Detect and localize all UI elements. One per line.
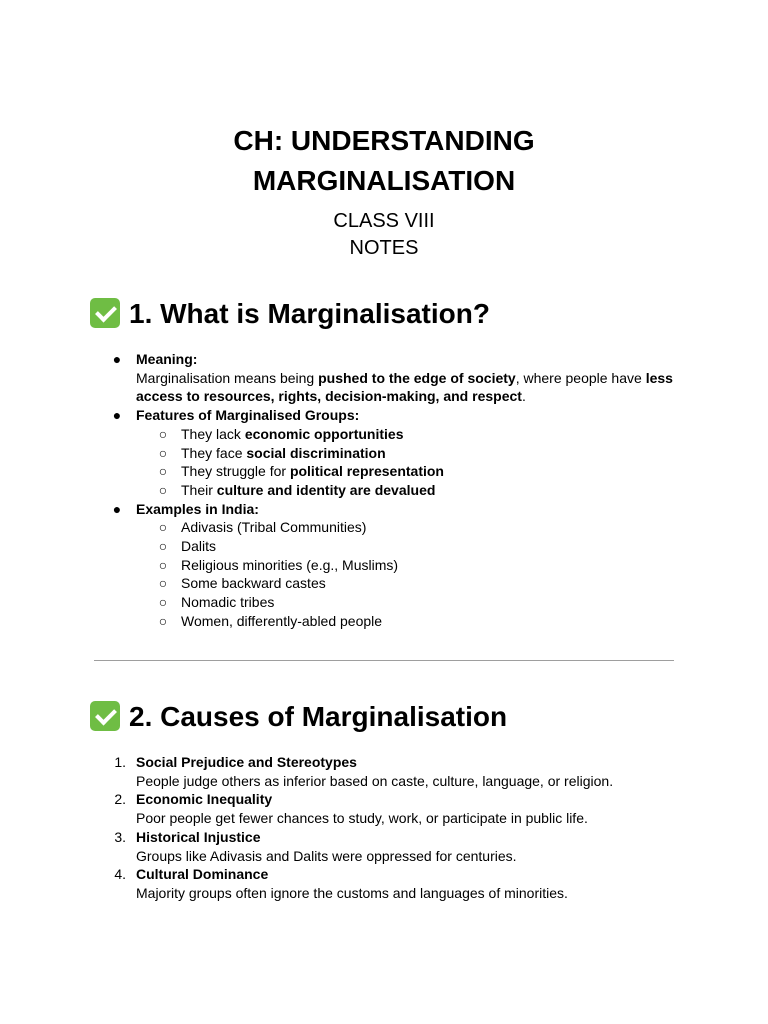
meaning-label: Meaning: xyxy=(136,351,198,367)
feature-item xyxy=(0,425,768,444)
causes-list xyxy=(0,753,768,903)
hollow-bullet-icon: ○ xyxy=(158,481,168,498)
feature-text: Their xyxy=(181,481,217,498)
meaning-text-1: Marginalisation means being xyxy=(136,369,319,386)
hollow-bullet-icon: ○ xyxy=(158,444,168,461)
feature-text: They struggle for xyxy=(181,463,290,480)
cause-description: People judge others as inferior based on caste, culture, language, or religion. xyxy=(136,772,614,789)
meaning-text-3: . xyxy=(521,388,526,405)
cause-description: Groups like Adivasis and Dalits were oppressed for centuries. xyxy=(136,847,517,864)
cause-title: Social Prejudice and Stereotypes xyxy=(136,754,357,770)
feature-bold: social discrimination xyxy=(246,444,386,461)
document-title xyxy=(0,121,768,201)
meaning-bold-1: pushed to the edge of society xyxy=(318,369,516,386)
cause-number: 1. xyxy=(114,754,126,770)
feature-bold: economic opportunities xyxy=(244,425,404,442)
hollow-bullet-icon: ○ xyxy=(158,575,168,592)
cause-description: Majority groups often ignore the customs and languages of minorities. xyxy=(136,884,568,901)
feature-text: They lack xyxy=(181,425,245,442)
section-1-list xyxy=(0,350,768,631)
example-text: Some backward castes xyxy=(181,575,326,592)
features-label: Features of Marginalised Groups: xyxy=(136,407,360,424)
example-item xyxy=(0,556,768,575)
feature-item xyxy=(0,481,768,500)
meaning-bold-2: less access to resources, rights, decision-making, and respect xyxy=(136,369,673,405)
section-2-heading xyxy=(90,699,507,735)
example-item xyxy=(0,518,768,537)
section-2-heading-text: 2. Causes of Marginalisation xyxy=(129,701,508,732)
list-item-meaning xyxy=(0,350,768,406)
cause-number: 3. xyxy=(114,828,126,845)
cause-number: 2. xyxy=(114,791,126,808)
bullet-icon: ● xyxy=(112,407,122,424)
feature-bold: political representation xyxy=(289,463,444,480)
example-item xyxy=(0,593,768,612)
cause-description: Poor people get fewer chances to study, work, or participate in public life. xyxy=(136,810,588,827)
cause-item xyxy=(0,828,768,865)
check-mark-icon xyxy=(90,701,120,731)
subtitle-line-2: NOTES xyxy=(349,237,419,259)
section-1-heading-text: 1. What is Marginalisation? xyxy=(129,298,490,329)
feature-item xyxy=(0,444,768,463)
feature-item xyxy=(0,462,768,481)
section-1-body xyxy=(0,350,768,631)
cause-title: Economic Inequality xyxy=(136,791,273,808)
example-text: Adivasis (Tribal Communities) xyxy=(181,519,367,536)
example-item xyxy=(0,537,768,556)
examples-label: Examples in India: xyxy=(136,500,259,517)
hollow-bullet-icon: ○ xyxy=(158,612,168,629)
feature-text: They face xyxy=(181,444,247,461)
hollow-bullet-icon: ○ xyxy=(158,463,168,480)
title-line-2: MARGINALISATION xyxy=(252,165,516,196)
example-item xyxy=(0,574,768,593)
cause-number: 4. xyxy=(114,866,126,883)
bullet-icon: ● xyxy=(112,500,122,517)
hollow-bullet-icon: ○ xyxy=(158,425,168,442)
hollow-bullet-icon: ○ xyxy=(158,538,168,555)
cause-item xyxy=(0,865,768,902)
example-text: Dalits xyxy=(181,538,217,555)
title-line-1: CH: UNDERSTANDING xyxy=(233,125,535,156)
section-1-heading xyxy=(90,296,490,332)
hollow-bullet-icon: ○ xyxy=(158,556,168,573)
subtitle-line-1: CLASS VIII xyxy=(333,210,435,232)
cause-item xyxy=(0,790,768,827)
list-item-examples xyxy=(0,500,768,519)
section-2-body xyxy=(0,753,768,903)
example-text: Nomadic tribes xyxy=(181,594,275,611)
example-text: Women, differently-abled people xyxy=(181,612,383,629)
cause-item xyxy=(0,753,768,790)
hollow-bullet-icon: ○ xyxy=(158,519,168,536)
meaning-text-2: , where people have xyxy=(515,369,646,386)
section-divider xyxy=(94,660,674,661)
document-subtitle xyxy=(0,208,768,262)
example-text: Religious minorities (e.g., Muslims) xyxy=(181,556,399,573)
example-item xyxy=(0,612,768,631)
cause-title: Cultural Dominance xyxy=(136,866,269,883)
list-item-features xyxy=(0,406,768,425)
bullet-icon: ● xyxy=(112,351,122,367)
feature-bold: culture and identity are devalued xyxy=(216,481,436,498)
check-mark-icon xyxy=(90,298,120,328)
cause-title: Historical Injustice xyxy=(136,828,261,845)
hollow-bullet-icon: ○ xyxy=(158,594,168,611)
